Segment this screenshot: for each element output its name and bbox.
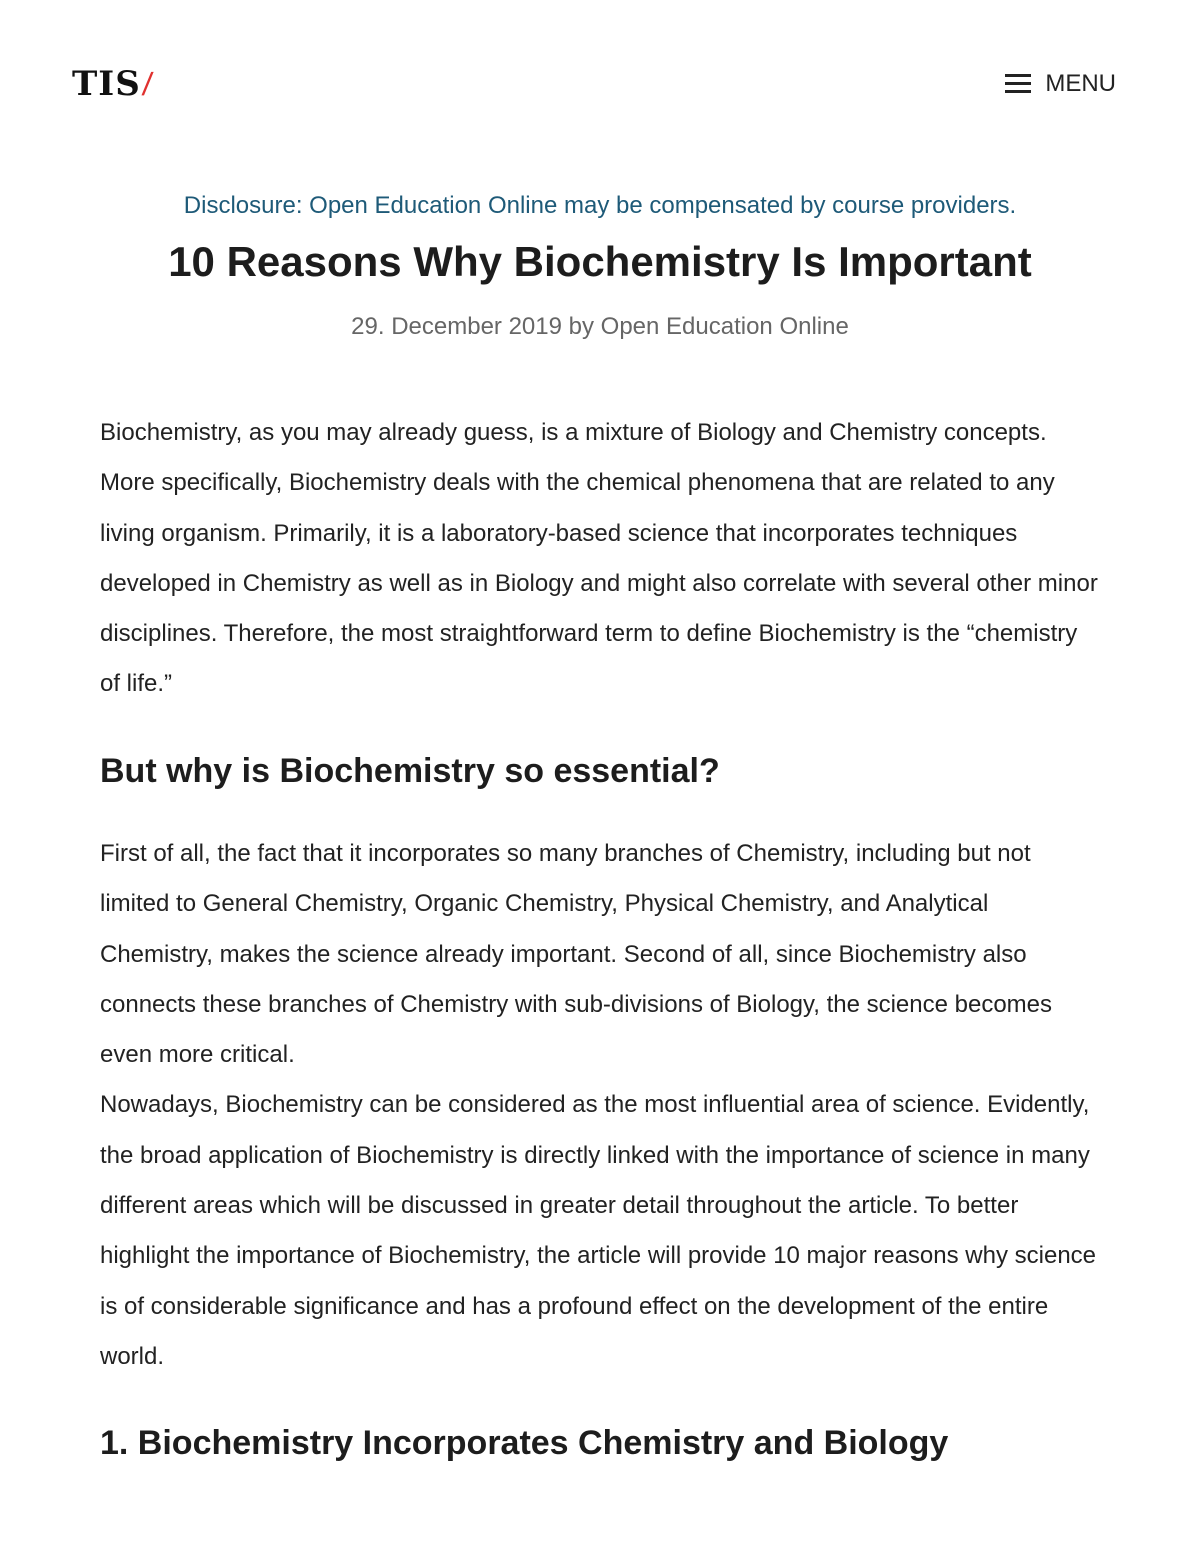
site-logo[interactable] [72, 60, 156, 108]
intro-section [100, 408, 1100, 710]
site-header [72, 60, 1116, 108]
menu-button[interactable] [1005, 60, 1116, 108]
logo-slash: / [140, 65, 156, 102]
essential-section [100, 829, 1100, 1382]
section-heading-reason-1 [100, 1424, 1100, 1463]
intro-paragraph: Biochemistry, as you may already guess, is a mixture of Biology and Chemistry concepts. More specifically, Biochemistry deals with the chemical phenomena that are related to any living organism. Primarily, it is a laboratory-based science that incorporates techniques developed in Chemistry as well as in Biology and might also correlate with several other minor disciplines. Therefore, the most straightforward term to define Biochemistry is the “chemistry of life.” [100, 419, 1098, 698]
essential-paragraph-2: Nowadays, Biochemistry can be considered as the most influential area of science. Evidently, the broad application of Biochemistry is directly linked with the importance of science in many different areas which will be discussed in greater detail throughout the article. To better highlight the importance of Biochemistry, the article will provide 10 major reasons why science is of considerable significance and has a profound effect on the development of the entire world. [100, 1091, 1097, 1370]
section-heading: But why is Biochemistry so essential? [100, 752, 720, 790]
essential-paragraph-1: First of all, the fact that it incorporates so many branches of Chemistry, including but not limited to General Chemistry, Organic Chemistry, Physical Chemistry, and Analytical Chemistry, makes the science already important. Second of all, since Biochemistry also connects these branches of Chemistry with sub-divisions of Biology, the science becomes even more critical. [100, 840, 1053, 1069]
menu-label: MENU [1045, 70, 1116, 97]
section-heading-essential [100, 752, 1100, 791]
reason-heading: 1. Biochemistry Incorporates Chemistry and Biology [100, 1424, 949, 1462]
disclosure-notice: Disclosure: Open Education Online may be compensated by course providers. [183, 192, 1017, 219]
article-meta: 29. December 2019 by Open Education Online [351, 313, 849, 340]
logo-text: TIS [72, 64, 141, 104]
hamburger-menu-icon [1005, 74, 1031, 94]
article-title: 10 Reasons Why Biochemistry Is Important [168, 238, 1032, 285]
